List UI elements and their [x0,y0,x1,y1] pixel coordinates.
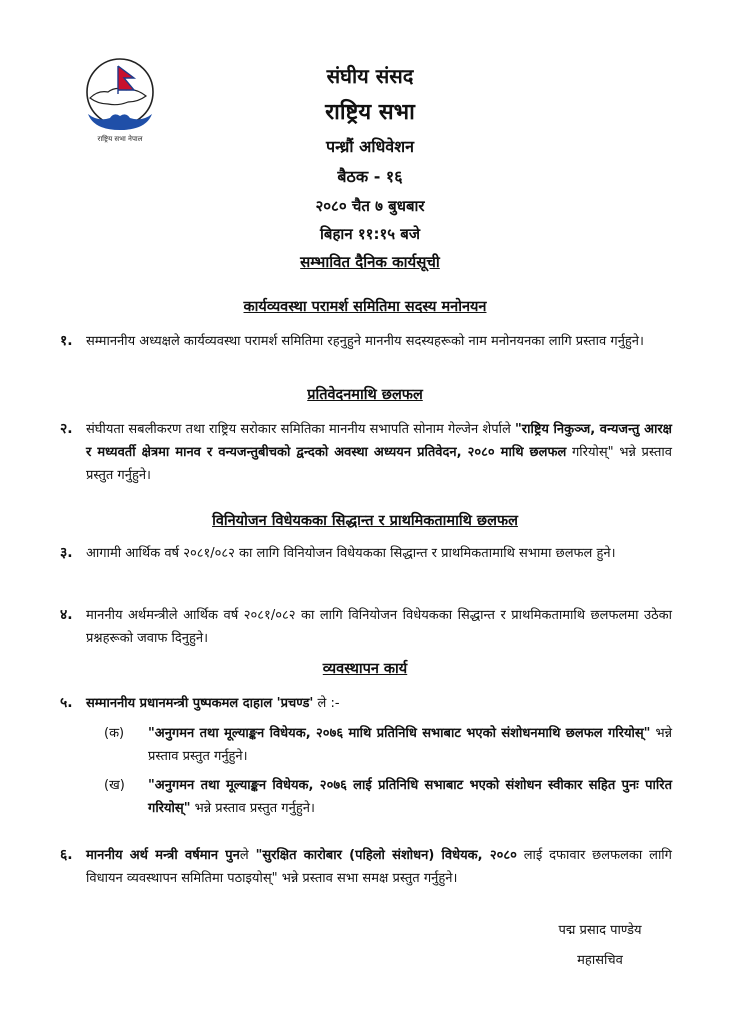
item-number: ५. [60,695,73,711]
item-text: सम्माननीय अध्यक्षले कार्यव्यवस्था परामर्श समितिमा रहनुहुने माननीय सदस्यहरूको नाम मनोनयनका लागि प्रस्ताव गर्नुहुने। [86,334,644,349]
item-text: माननीय अर्थमन्त्रीले आर्थिक वर्ष २०८१/०८२ का लागि विनियोजन विधेयकका सिद्धान्त र प्राथमिकतामाथि छलफलमा उठेका प्रश्नहरूको जवाफ दिनुहुने। [86,608,672,646]
item-text-post: गरियोस्" भन्ने प्रस्ताव प्रस्तुत गर्नुहुने। [86,445,672,483]
section-heading-report-discussion: प्रतिवेदनमाथि छलफल [307,387,423,403]
item-text-post: ले :- [313,696,340,711]
item-number: ६. [60,847,73,863]
signature-block [540,916,660,976]
sub-item-text-post: भन्ने प्रस्ताव प्रस्तुत गर्नुहुने। [190,801,315,816]
agenda-item-3 [60,542,672,565]
section-heading-legislation: व्यवस्थापन कार्य [322,661,408,677]
signatory-name: पद्म प्रसाद पाण्डेय [558,923,642,938]
item-text-pre: संघीयता सबलीकरण तथा राष्ट्रिय सरोकार समितिका माननीय सभापति सोनाम गेल्जेन शेर्पाले [86,422,515,437]
parliament-name: संघीय संसद [326,64,414,88]
item-number: १. [60,333,73,349]
item-text-post: लाई दफावार छलफलका लागि विधायन व्यवस्थापन समितिमा पठाइयोस्" भन्ने प्रस्ताव सभा समक्ष प्रस्तुत गर्नुहुने। [86,848,672,886]
item-text-bold: सम्माननीय प्रधानमन्त्री पुष्पकमल दाहाल 'प्रचण्ड' [86,696,314,711]
item-text [86,418,672,487]
meeting-number: बैठक - १६ [337,167,403,186]
item-number: २. [60,421,73,437]
meeting-date: २०८० चैत ७ बुधबार [315,197,425,215]
national-assembly-emblem [74,52,166,144]
agenda-item-2 [60,418,672,487]
session-name: पन्ध्रौं अधिवेशन [326,137,414,156]
sub-item-text [148,774,672,820]
section-heading-appropriation: विनियोजन विधेयकका सिद्धान्त र प्राथमिकतामाथि छलफल [212,513,518,529]
agenda-item-5-kha [104,774,672,820]
agenda-item-1 [60,330,672,353]
sub-item-text-bold: "अनुगमन तथा मूल्याङ्कन विधेयक, २०७६ लाई प्रतिनिधि सभाबाट भएको संशोधन स्वीकार सहित पुनः पारित गरियोस्" [148,778,672,816]
sub-item-text [148,722,672,768]
item-number: ३. [60,545,73,561]
agenda-item-5 [60,692,672,715]
sub-item-text-bold: "अनुगमन तथा मूल्याङ्कन विधेयक, २०७६ माथि प्रतिनिधि सभाबाट भएको संशोधनमाथि छलफल गरियोस्" [148,726,651,741]
document-header [160,58,580,276]
sub-item-number: (क) [104,726,125,741]
item-text-mid: ले [239,848,256,863]
agenda-item-5-ka [104,722,672,768]
meeting-time: बिहान ११:१५ बजे [320,225,420,243]
signatory-title: महासचिव [577,953,623,968]
sub-item-text-post: भन्ने प्रस्ताव प्रस्तुत गर्नुहुने। [148,726,672,764]
agenda-title: सम्भावित दैनिक कार्यसूची [300,253,440,271]
item-text: आगामी आर्थिक वर्ष २०८१/०८२ का लागि विनियोजन विधेयकका सिद्धान्त र प्राथमिकतामाथि सभामा छलफल हुने। [86,546,616,561]
house-name: राष्ट्रिय सभा [325,100,415,125]
item-number: ४. [60,607,73,623]
agenda-item-4 [60,604,672,650]
item-text [86,844,672,890]
item-text-bold-2: "सुरक्षित कारोबार (पहिलो संशोधन) विधेयक, २०८० [255,848,517,863]
section-heading-nomination: कार्यव्यवस्था परामर्श समितिमा सदस्य मनोनयन [243,299,487,315]
agenda-item-6 [60,844,672,890]
item-text [86,692,672,715]
item-text-bold-1: माननीय अर्थ मन्त्री वर्षमान पुन [86,848,240,863]
sub-item-number: (ख) [104,778,125,793]
item-text-bold: "राष्ट्रिय निकुञ्ज, वन्यजन्तु आरक्ष र मध्यवर्ती क्षेत्रमा मानव र वन्यजन्तुबीचको द्वन्दको अवस्था अध्ययन प्रतिवेदन, २०८० माथि छलफल [86,422,672,460]
emblem-caption: राष्ट्रिय सभा नेपाल [97,135,143,143]
